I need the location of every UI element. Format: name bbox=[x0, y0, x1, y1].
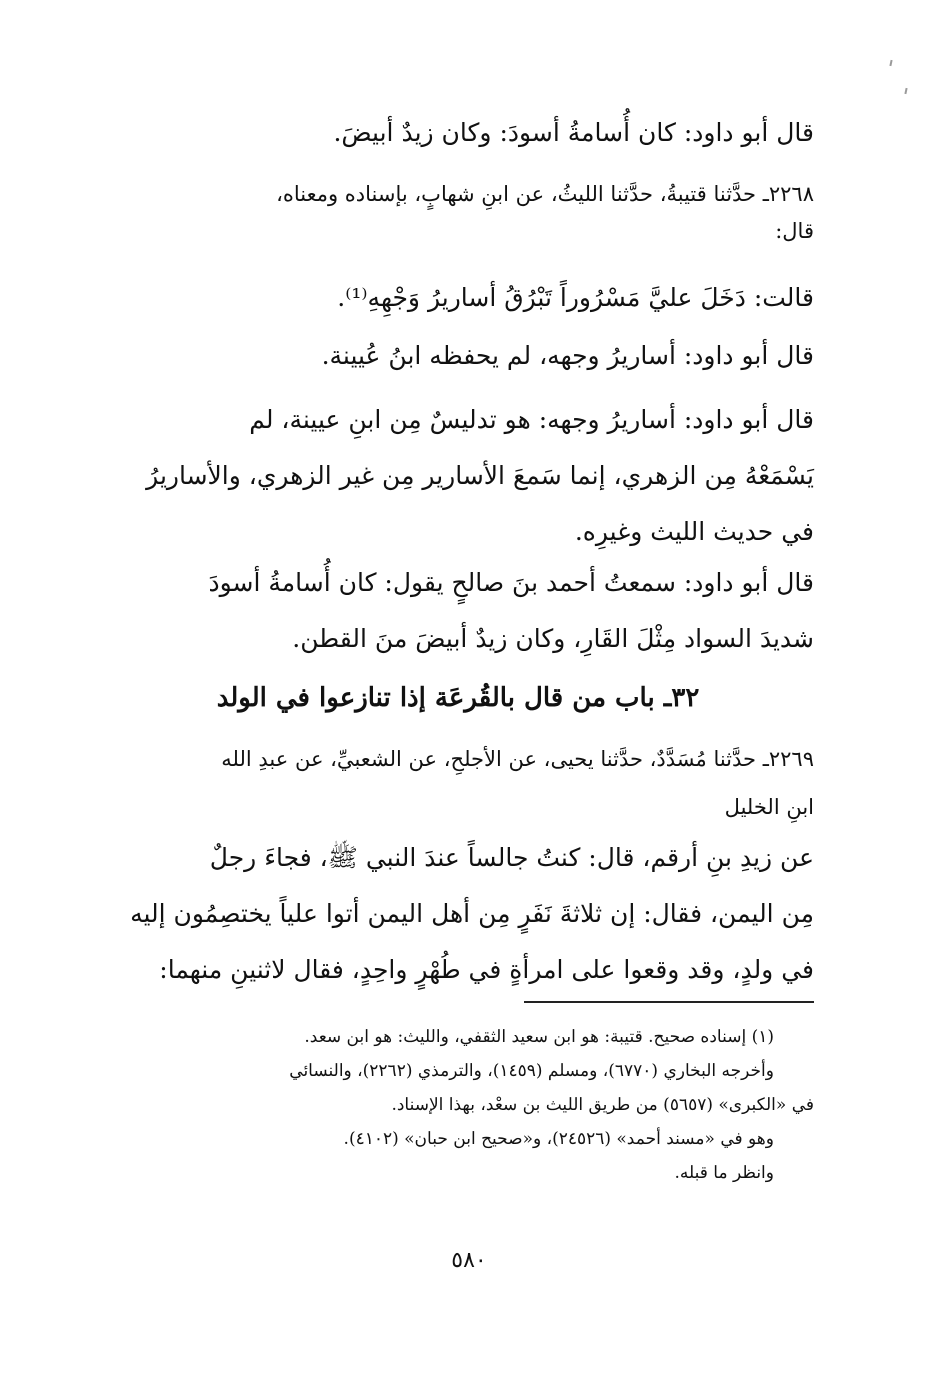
text-line: ابنِ الخليل bbox=[724, 795, 814, 819]
page-number: ٥٨٠ bbox=[451, 1248, 487, 1273]
text-line: ٢٢٦٩ـ حدَّثنا مُسَدَّدٌ، حدَّثنا يحيى، عن الأجلحِ، عن الشعبيِّ، عن عبدِ الله bbox=[221, 747, 814, 771]
text-line: قال أبو داود: أساريرُ وجهه، لم يحفظه ابنُ عُيينة. bbox=[321, 341, 814, 370]
text-line: شديدَ السواد مِثْلَ القَارِ، وكان زيدٌ أبيضَ منَ القطن. bbox=[292, 624, 814, 653]
text-line: قالت: دَخَلَ عليَّ مَسْرُوراً تَبْرُقُ أساريرُ وَجْهِهِ⁽¹⁾. bbox=[337, 283, 814, 312]
footnote-line: (١) إسناده صحيح. قتيبة: هو ابن سعيد الثقفي، والليث: هو ابن سعد. bbox=[304, 1027, 774, 1047]
hadith-matn bbox=[102, 830, 814, 998]
text-line: قال أبو داود: سمعتُ أحمد بنَ صالحٍ يقول: كان أُسامةُ أسودَ bbox=[208, 568, 814, 597]
text-line: في حديث الليث وغيرِه. bbox=[574, 517, 814, 546]
text-line: في ولدٍ، وقد وقعوا على امرأةٍ في طُهْرٍ واحِدٍ، فقال لاثنينِ منهما: bbox=[159, 955, 814, 984]
text-line: قال أبو داود: أساريرُ وجهه: هو تدليسٌ مِن ابنِ عيينة، لم bbox=[249, 405, 814, 434]
paragraph-abu-dawud-4 bbox=[102, 555, 814, 667]
paragraph-quote bbox=[102, 270, 814, 326]
text-line: عن زيدِ بنِ أرقم، قال: كنتُ جالساً عندَ النبي ﷺ، فجاءَ رجلٌ bbox=[209, 843, 814, 872]
paragraph-abu-dawud-3 bbox=[102, 392, 814, 560]
text-line: يَسْمَعْهُ مِن الزهري، إنما سَمعَ الأسارير مِن غير الزهري، والأساريرُ bbox=[146, 461, 814, 490]
chapter-heading: ٣٢ـ باب من قال بالقُرعَة إذا تنازعوا في الولد bbox=[216, 683, 700, 713]
footnote-line: وأخرجه البخاري (٦٧٧٠)، ومسلم (١٤٥٩)، والترمذي (٢٢٦٢)، والنسائي bbox=[289, 1061, 774, 1081]
text-line: ٢٢٦٨ـ حدَّثنا قتيبةُ، حدَّثنا الليثُ، عن ابنِ شهابٍ، بإسناده ومعناه، bbox=[276, 182, 814, 206]
scan-speck bbox=[889, 60, 892, 66]
footnote-line: في «الكبرى» (٥٦٥٧) من طريق الليث بن سعْد، بهذا الإسناد. bbox=[391, 1095, 814, 1115]
hadith-2269 bbox=[102, 735, 814, 831]
footnote-separator bbox=[524, 1001, 814, 1003]
hadith-2268 bbox=[102, 172, 814, 246]
footnote-line: وانظر ما قبله. bbox=[674, 1163, 774, 1183]
text-line: قال أبو داود: كان أُسامةُ أسودَ: وكان زيدٌ أبيضَ. bbox=[333, 118, 814, 147]
paragraph-abu-dawud-2 bbox=[102, 328, 814, 384]
footnotes bbox=[102, 1020, 814, 1190]
text-line: مِن اليمن، فقال: إن ثلاثةَ نَفَرٍ مِن أهل اليمن أتوا علياً يختصِمُون إليه bbox=[130, 899, 814, 928]
paragraph-abu-dawud-1 bbox=[102, 105, 814, 161]
text-line: قال: bbox=[775, 219, 814, 243]
footnote-line: وهو في «مسند أحمد» (٢٤٥٢٦)، و«صحيح ابن حبان» (٤١٠٢). bbox=[343, 1129, 774, 1149]
scan-speck bbox=[904, 88, 907, 94]
